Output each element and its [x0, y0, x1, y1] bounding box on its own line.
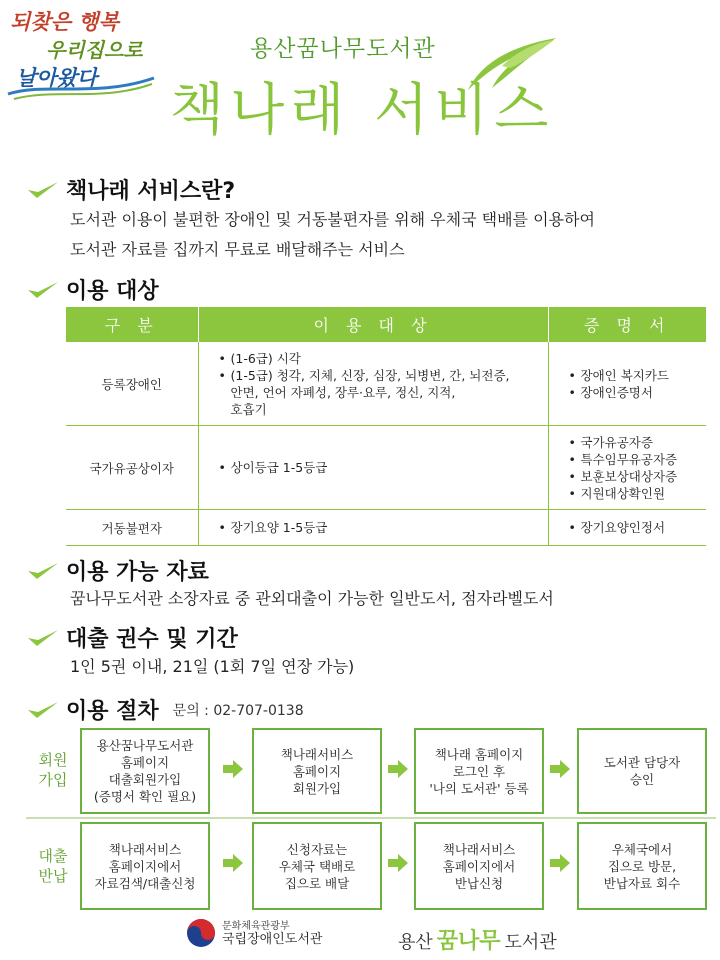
- national-library-logo: [186, 918, 322, 948]
- check-icon: [26, 279, 60, 301]
- section-title: 이용 절차: [66, 699, 159, 724]
- section-eligibility-heading: [26, 274, 159, 305]
- section-title: 이용 가능 자료: [66, 560, 209, 585]
- slogan-line-1: 되찾은 행복: [10, 9, 119, 34]
- footer-yongsan: 용산: [398, 932, 433, 953]
- column-header: 증 명 서: [548, 307, 706, 342]
- slogan-swoosh-icon: [6, 72, 156, 102]
- document-item: • 장애인 복지카드: [569, 367, 706, 384]
- section-title: 대출 권수 및 기간: [66, 627, 238, 652]
- national-library-name: 국립장애인도서관: [222, 932, 323, 947]
- row-label-signup: 회원 가입: [38, 751, 68, 789]
- documents-cell: [548, 510, 706, 546]
- arrow-right-icon: [550, 760, 570, 778]
- check-icon: [26, 179, 60, 201]
- document-item: • 보훈보상대상자증: [569, 468, 706, 485]
- target-item: • 장기요양 1-5등급: [219, 519, 547, 536]
- check-icon: [26, 627, 60, 649]
- targets-cell: [198, 510, 548, 546]
- flow-step: 책나래서비스 홈페이지 회원가입: [252, 728, 382, 814]
- target-item: • 상이등급 1-5등급: [219, 459, 547, 476]
- documents-cell: [548, 426, 706, 510]
- arrow-right-icon: [388, 760, 408, 778]
- library-name: 용산꿈나무도서관: [250, 36, 436, 62]
- taegeuk-emblem-icon: [186, 918, 216, 948]
- table-row: [66, 342, 706, 426]
- inquiry-phone: 문의 : 02-707-0138: [172, 702, 304, 719]
- flow-step: 책나래서비스 홈페이지에서 반납신청: [414, 822, 544, 910]
- section-materials-heading: [26, 555, 209, 586]
- section-title: 이용 대상: [66, 279, 159, 304]
- document-item: • 장애인증명서: [569, 384, 706, 401]
- page-title: 책나래 서비스: [170, 78, 555, 143]
- table-header-row: [66, 307, 706, 342]
- document-item: • 지원대상확인원: [569, 485, 706, 502]
- category-cell: 등록장애인: [66, 342, 198, 426]
- arrow-right-icon: [223, 854, 243, 872]
- slogan-line-2: 우리집으로: [46, 38, 143, 62]
- target-item: • (1-6급) 시각: [219, 350, 547, 367]
- footer-kkumnamu: 꿈나무: [436, 929, 501, 954]
- flow-step: 책나래서비스 홈페이지에서 자료검색/대출신청: [80, 822, 210, 910]
- category-cell: 거동불편자: [66, 510, 198, 546]
- target-item: • (1-5급) 청각, 지체, 신장, 심장, 뇌병변, 간, 뇌전증, 안면, 언어 자폐성, 장루·요루, 정신, 지적, 호흡기: [219, 367, 547, 418]
- loan-description: 1인 5권 이내, 21일 (1회 7일 연장 가능): [70, 657, 355, 676]
- documents-cell: [548, 342, 706, 426]
- section-loan-heading: [26, 622, 238, 653]
- category-cell: 국가유공상이자: [66, 426, 198, 510]
- flow-step: 용산꿈나무도서관 홈페이지 대출회원가입 (증명서 확인 필요): [80, 728, 210, 814]
- flow-step: 도서관 담당자 승인: [577, 728, 707, 814]
- table-row: [66, 426, 706, 510]
- yongsan-library-logo: [398, 924, 557, 955]
- check-icon: [26, 560, 60, 582]
- document-item: • 국가유공자증: [569, 434, 706, 451]
- targets-cell: [198, 342, 548, 426]
- leaf-logo-icon: [462, 32, 558, 94]
- section-about-heading: [26, 174, 235, 205]
- eligibility-table: [66, 307, 706, 546]
- document-item: • 특수임무유공자증: [569, 451, 706, 468]
- about-line-2: 도서관 자료를 집까지 무료로 배달해주는 서비스: [70, 240, 405, 259]
- about-line-1: 도서관 이용이 불편한 장애인 및 거동불편자를 위해 우체국 택배를 이용하여: [70, 210, 595, 229]
- table-row: [66, 510, 706, 546]
- slogan-logo: [6, 8, 156, 108]
- footer-library: 도서관: [504, 932, 557, 953]
- flow-step: 책나래 홈페이지 로그인 후 '나의 도서관' 등록: [414, 728, 544, 814]
- about-description: [70, 205, 595, 265]
- section-title: 책나래 서비스란?: [66, 179, 236, 204]
- arrow-right-icon: [550, 854, 570, 872]
- document-item: • 장기요양인정서: [569, 519, 706, 536]
- row-label-loan: 대출 반납: [38, 847, 68, 885]
- section-procedure-heading: [26, 694, 304, 725]
- column-header: 구 분: [66, 307, 198, 342]
- procedure-flow: [26, 722, 716, 914]
- ministry-name: 문화체육관광부: [222, 921, 290, 932]
- column-header: 이 용 대 상: [198, 307, 548, 342]
- arrow-right-icon: [223, 760, 243, 778]
- check-icon: [26, 699, 60, 721]
- slogan-line-3: 날아왔다: [16, 65, 98, 90]
- row-divider: [26, 817, 716, 819]
- arrow-right-icon: [388, 854, 408, 872]
- flow-step: 신청자료는 우체국 택배로 집으로 배달: [252, 822, 382, 910]
- targets-cell: [198, 426, 548, 510]
- flow-step: 우체국에서 집으로 방문, 반납자료 회수: [577, 822, 707, 910]
- materials-description: 꿈나무도서관 소장자료 중 관외대출이 가능한 일반도서, 점자라벨도서: [70, 589, 554, 608]
